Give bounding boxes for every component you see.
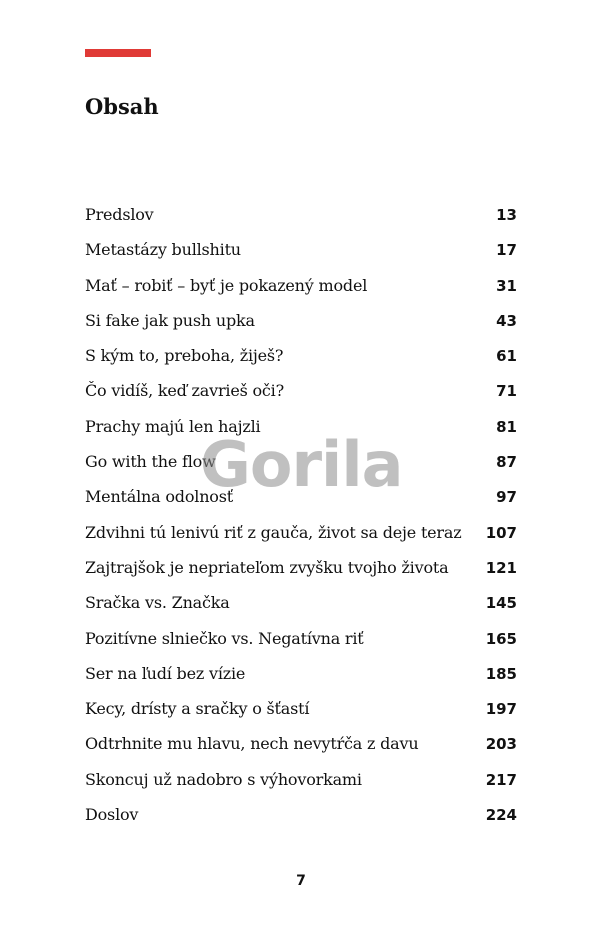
toc-entry-title: Skoncuj už nadobro s výhovorkami — [85, 769, 362, 789]
toc-entry-page: 121 — [485, 558, 517, 577]
toc-entry-page: 61 — [496, 347, 517, 366]
toc-entry — [85, 553, 517, 588]
toc-entry-page: 107 — [485, 523, 517, 542]
toc-entry — [85, 765, 517, 800]
toc-entry-page: 197 — [485, 700, 517, 719]
toc-entry-title: Metastázy bullshitu — [85, 240, 241, 260]
toc-entry — [85, 482, 517, 517]
toc-entry-title: Kecy, drísty a sračky o šťastí — [85, 699, 310, 719]
toc-entry-title: Sračka vs. Značka — [85, 593, 230, 613]
toc-entry-page: 165 — [485, 629, 517, 648]
toc-entry — [85, 341, 517, 376]
toc-entry — [85, 729, 517, 764]
toc-entry — [85, 271, 517, 306]
page-title: Obsah — [85, 94, 159, 119]
toc-entry-title: Odtrhnite mu hlavu, nech nevytŕča z davu — [85, 734, 419, 754]
toc-entry-title: Mentálna odolnosť — [85, 487, 233, 507]
toc-entry — [85, 306, 517, 341]
toc-entry-page: 87 — [496, 453, 517, 472]
toc-entry-page: 217 — [485, 770, 517, 789]
toc-entry-title: Čo vidíš, keď zavrieš oči? — [85, 381, 284, 401]
toc-entry-title: Zajtrajšok je nepriateľom zvyšku tvojho života — [85, 557, 449, 577]
watermark-logo: Gorila — [200, 428, 403, 501]
toc-entry-page: 185 — [485, 664, 517, 683]
toc-entry-title: Doslov — [85, 805, 139, 825]
toc-entry-title: Zdvihni tú lenivú riť z gauča, život sa deje teraz — [85, 522, 462, 542]
toc-entry-page: 145 — [485, 594, 517, 613]
toc-entry-title: Ser na ľudí bez vízie — [85, 663, 246, 683]
toc-entry-page: 203 — [485, 735, 517, 754]
toc-entry-title: Predslov — [85, 205, 154, 224]
toc-entry-page: 17 — [496, 241, 517, 260]
accent-bar — [85, 49, 151, 57]
toc-entry — [85, 694, 517, 729]
toc-entry-title: Pozitívne slniečko vs. Negatívna riť — [85, 628, 364, 648]
toc-entry-page: 13 — [496, 206, 517, 224]
toc-entry — [85, 235, 517, 270]
toc-entry — [85, 624, 517, 659]
toc-entry — [85, 800, 517, 835]
toc-entry — [85, 447, 517, 482]
toc-entry-page: 31 — [496, 276, 517, 295]
table-of-contents — [85, 200, 517, 835]
toc-entry-title: Go with the flow — [85, 452, 216, 472]
toc-entry-title: Mať – robiť – byť je pokazený model — [85, 275, 368, 295]
toc-entry — [85, 376, 517, 411]
toc-entry-title: Si fake jak push upka — [85, 310, 255, 330]
toc-entry — [85, 200, 517, 235]
toc-entry-page: 224 — [485, 806, 517, 825]
toc-entry — [85, 412, 517, 447]
toc-entry — [85, 588, 517, 623]
toc-entry — [85, 659, 517, 694]
toc-entry-page: 81 — [496, 417, 517, 436]
toc-entry — [85, 518, 517, 553]
toc-entry-page: 97 — [496, 488, 517, 507]
toc-entry-page: 71 — [496, 382, 517, 401]
toc-entry-title: Prachy majú len hajzli — [85, 416, 261, 436]
page-number: 7 — [296, 873, 306, 889]
toc-entry-title: S kým to, preboha, žiješ? — [85, 346, 284, 366]
toc-entry-page: 43 — [496, 311, 517, 330]
